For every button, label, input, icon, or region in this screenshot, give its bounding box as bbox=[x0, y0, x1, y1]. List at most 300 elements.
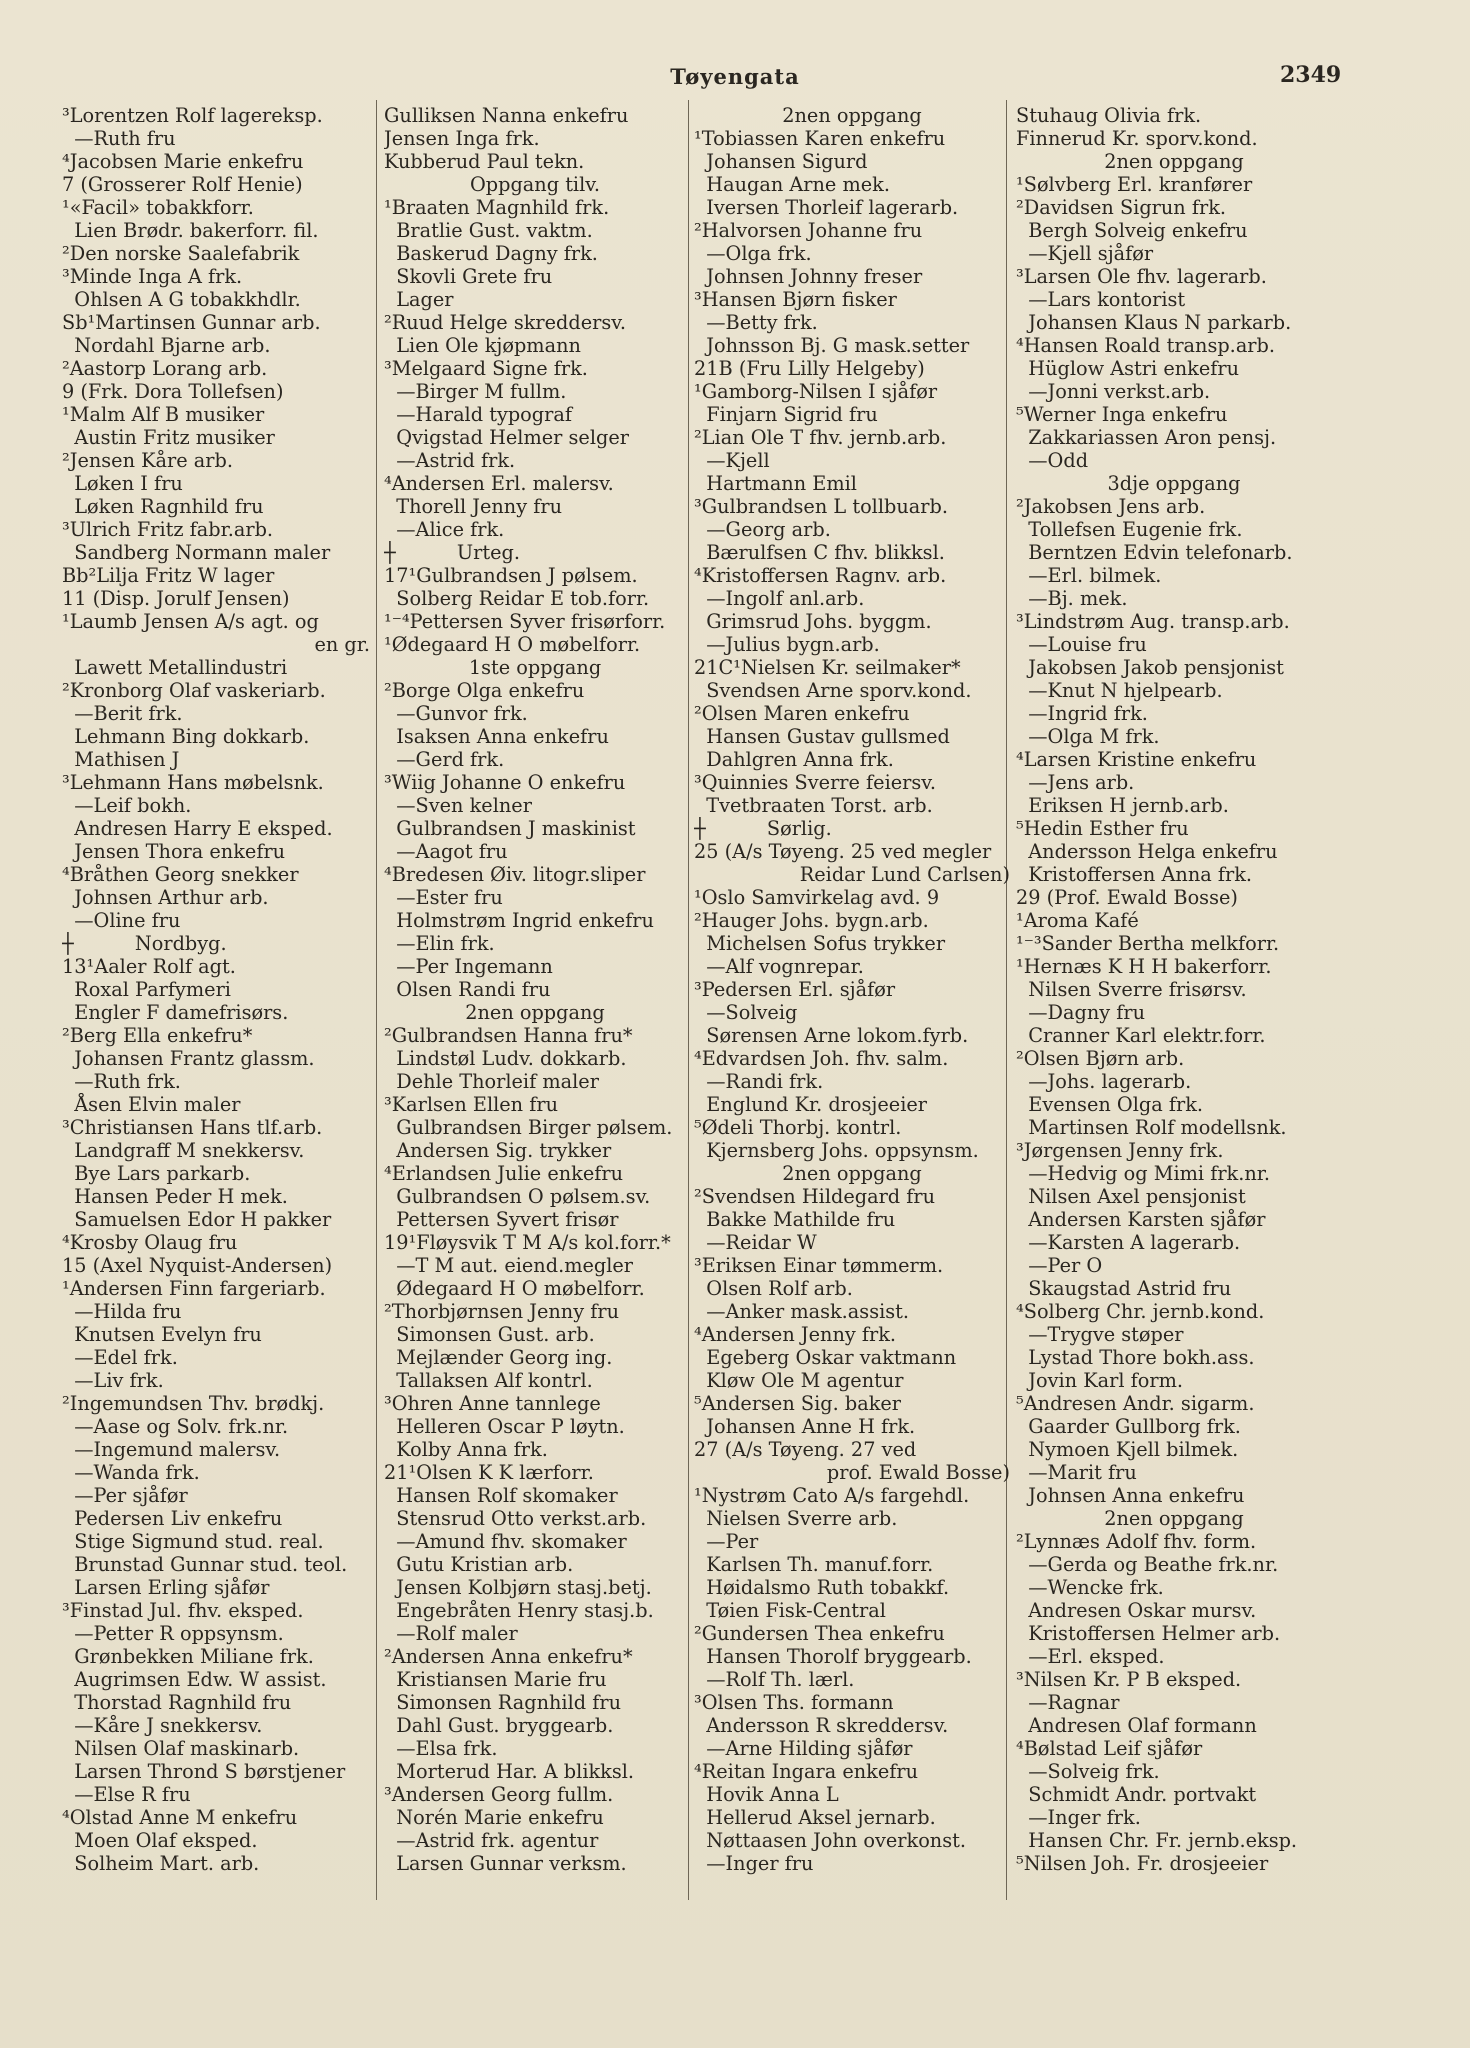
directory-entry: Andersson R skreddersv. bbox=[694, 1714, 949, 1737]
directory-entry: ¹«Facil» tobakkforr. bbox=[62, 196, 254, 219]
directory-entry: —Gerda og Beathe frk.nr. bbox=[1016, 1553, 1279, 1576]
directory-entry: Skovli Grete fru bbox=[384, 265, 553, 288]
directory-entry: Bærulfsen C fhv. blikksl. bbox=[694, 541, 945, 564]
directory-entry: —Lars kontorist bbox=[1016, 288, 1186, 311]
directory-column-4 bbox=[1016, 104, 1332, 2004]
directory-entry: —Per bbox=[694, 1530, 759, 1553]
directory-entry: —Georg arb. bbox=[694, 518, 831, 541]
directory-entry: —Louise fru bbox=[1016, 633, 1147, 656]
directory-entry: Jensen Kolbjørn stasj.betj. bbox=[384, 1576, 652, 1599]
directory-entry: ⁴Bråthen Georg snekker bbox=[62, 863, 299, 886]
directory-entry: —Aagot fru bbox=[384, 840, 508, 863]
directory-entry: ²Ingemundsen Thv. brødkj. bbox=[62, 1392, 325, 1415]
directory-entry: Morterud Har. A blikksl. bbox=[384, 1760, 635, 1783]
directory-entry: Hovik Anna L bbox=[694, 1783, 839, 1806]
directory-entry: 2nen oppgang bbox=[1104, 1507, 1244, 1530]
directory-entry: ³Pedersen Erl. sjåfør bbox=[694, 978, 896, 1001]
page-number: 2349 bbox=[1280, 62, 1342, 88]
column-divider bbox=[688, 100, 689, 1900]
directory-entry: ¹Andersen Finn fargeriarb. bbox=[62, 1277, 326, 1300]
directory-entry: Engebråten Henry stasj.b. bbox=[384, 1599, 654, 1622]
directory-entry: Nøttaasen John overkonst. bbox=[694, 1829, 966, 1852]
directory-entry: ³Quinnies Sverre feiersv. bbox=[694, 771, 937, 794]
directory-entry: —Inger frk. bbox=[1016, 1806, 1141, 1829]
directory-entry: ⁴Reitan Ingara enkefru bbox=[694, 1760, 919, 1783]
directory-entry: 21C¹Nielsen Kr. seilmaker* bbox=[694, 656, 961, 679]
directory-entry: ⁵Andresen Andr. sigarm. bbox=[1016, 1392, 1255, 1415]
directory-entry: ³Hansen Bjørn fisker bbox=[694, 288, 897, 311]
directory-entry: Haugan Arne mek. bbox=[694, 173, 890, 196]
directory-entry: 29 (Prof. Ewald Bosse) bbox=[1016, 886, 1238, 909]
directory-entry: ²Lynnæs Adolf fhv. form. bbox=[1016, 1530, 1257, 1553]
directory-entry: ³Lorentzen Rolf lagereksp. bbox=[62, 104, 323, 127]
directory-entry: ²Lian Ole T fhv. jernb.arb. bbox=[694, 426, 947, 449]
directory-entry: Hansen Peder H mek. bbox=[62, 1185, 288, 1208]
directory-entry: —Jens arb. bbox=[1016, 771, 1135, 794]
directory-entry: —Kjell bbox=[694, 449, 770, 472]
directory-entry: —Rolf maler bbox=[384, 1622, 518, 1645]
directory-entry: ¹Hernæs K H H bakerforr. bbox=[1016, 955, 1272, 978]
directory-entry: ¹Gamborg-Nilsen I sjåfør bbox=[694, 380, 938, 403]
directory-entry: Nordahl Bjarne arb. bbox=[62, 334, 271, 357]
column-divider bbox=[376, 100, 377, 1900]
directory-entry: 2nen oppgang bbox=[782, 1162, 922, 1185]
directory-entry: Finjarn Sigrid fru bbox=[694, 403, 878, 426]
directory-entry: —Karsten A lagerarb. bbox=[1016, 1231, 1241, 1254]
directory-entry: ¹Oslo Samvirkelag avd. 9 bbox=[694, 886, 940, 909]
directory-entry: Pedersen Liv enkefru bbox=[62, 1507, 283, 1530]
directory-entry: ┼ Nordbyg. bbox=[62, 932, 227, 955]
directory-entry: Gutu Kristian arb. bbox=[384, 1553, 574, 1576]
directory-entry: ³Christiansen Hans tlf.arb. bbox=[62, 1116, 323, 1139]
directory-entry: —Solveig frk. bbox=[1016, 1760, 1160, 1783]
directory-entry: —Ruth fru bbox=[62, 127, 176, 150]
directory-entry: Augrimsen Edw. W assist. bbox=[62, 1668, 327, 1691]
directory-entry: Norén Marie enkefru bbox=[384, 1806, 604, 1829]
directory-entry: Hansen Thorolf bryggearb. bbox=[694, 1645, 972, 1668]
directory-entry: ²Thorbjørnsen Jenny fru bbox=[384, 1300, 620, 1323]
directory-entry: ¹Tobiassen Karen enkefru bbox=[694, 127, 946, 150]
directory-entry: —Betty frk. bbox=[694, 311, 818, 334]
directory-entry: —Ingrid frk. bbox=[1016, 702, 1148, 725]
directory-entry: Hansen Gustav gullsmed bbox=[694, 725, 950, 748]
directory-entry: Stensrud Otto verkst.arb. bbox=[384, 1507, 647, 1530]
directory-entry: —Elsa frk. bbox=[384, 1737, 498, 1760]
directory-entry: Andresen Olaf formann bbox=[1016, 1714, 1257, 1737]
directory-entry: Svendsen Arne sporv.kond. bbox=[694, 679, 972, 702]
directory-entry: Brunstad Gunnar stud. teol. bbox=[62, 1553, 348, 1576]
directory-entry: —Olga frk. bbox=[694, 242, 812, 265]
directory-entry: —Dagny fru bbox=[1016, 1001, 1146, 1024]
directory-entry: —Wencke frk. bbox=[1016, 1576, 1164, 1599]
directory-entry: —Leif bokh. bbox=[62, 794, 192, 817]
directory-entry: ³Jørgensen Jenny frk. bbox=[1016, 1139, 1224, 1162]
directory-entry: 7 (Grosserer Rolf Henie) bbox=[62, 173, 303, 196]
directory-entry: ⁵Ødeli Thorbj. kontrl. bbox=[694, 1116, 902, 1139]
directory-entry: Roxal Parfymeri bbox=[62, 978, 231, 1001]
directory-entry: Schmidt Andr. portvakt bbox=[1016, 1783, 1257, 1806]
directory-entry: Johansen Klaus N parkarb. bbox=[1016, 311, 1292, 334]
directory-entry: —Solveig bbox=[694, 1001, 798, 1024]
directory-entry: Olsen Randi fru bbox=[384, 978, 551, 1001]
directory-entry: —Per O bbox=[1016, 1254, 1103, 1277]
directory-entry: Bratlie Gust. vaktm. bbox=[384, 219, 593, 242]
directory-entry: Nielsen Sverre arb. bbox=[694, 1507, 898, 1530]
directory-entry: —Gerd frk. bbox=[384, 748, 505, 771]
directory-entry: 2nen oppgang bbox=[1104, 150, 1244, 173]
directory-entry: Lien Ole kjøpmann bbox=[384, 334, 581, 357]
directory-entry: Bergh Solveig enkefru bbox=[1016, 219, 1248, 242]
directory-entry: Engler F damefrisørs. bbox=[62, 1001, 289, 1024]
directory-entry: —Hilda fru bbox=[62, 1300, 182, 1323]
directory-entry: —Ragnar bbox=[1016, 1691, 1120, 1714]
directory-entry: Jensen Thora enkefru bbox=[62, 840, 286, 863]
directory-entry: —Knut N hjelpearb. bbox=[1016, 679, 1223, 702]
directory-entry: Grimsrud Johs. byggm. bbox=[694, 610, 932, 633]
directory-entry: Mejlænder Georg ing. bbox=[384, 1346, 613, 1369]
directory-entry: Baskerud Dagny frk. bbox=[384, 242, 598, 265]
directory-entry: Lystad Thore bokh.ass. bbox=[1016, 1346, 1255, 1369]
directory-entry: Landgraff M snekkersv. bbox=[62, 1139, 305, 1162]
directory-entry: Egeberg Oskar vaktmann bbox=[694, 1346, 957, 1369]
directory-entry: Hartmann Emil bbox=[694, 472, 857, 495]
directory-entry: —Ester fru bbox=[384, 886, 503, 909]
directory-entry: ²Andersen Anna enkefru* bbox=[384, 1645, 633, 1668]
directory-entry: —Randi frk. bbox=[694, 1070, 824, 1093]
directory-entry: —Kåre J snekkersv. bbox=[62, 1714, 263, 1737]
directory-entry: Nilsen Axel pensjonist bbox=[1016, 1185, 1246, 1208]
directory-entry: —Ruth frk. bbox=[62, 1070, 181, 1093]
directory-entry: Finnerud Kr. sporv.kond. bbox=[1016, 127, 1258, 150]
directory-entry: Kristoffersen Helmer arb. bbox=[1016, 1622, 1281, 1645]
directory-entry: Ødegaard H O møbelforr. bbox=[384, 1277, 645, 1300]
directory-entry: —Alf vognrepar. bbox=[694, 955, 864, 978]
directory-entry: Sb¹Martinsen Gunnar arb. bbox=[62, 311, 321, 334]
directory-entry: —Erl. eksped. bbox=[1016, 1645, 1165, 1668]
directory-entry: —Julius bygn.arb. bbox=[694, 633, 880, 656]
directory-entry: Gulliksen Nanna enkefru bbox=[384, 104, 629, 127]
directory-entry: Berntzen Edvin telefonarb. bbox=[1016, 541, 1293, 564]
directory-entry: ⁵Werner Inga enkefru bbox=[1016, 403, 1228, 426]
street-title: Tøyengata bbox=[670, 64, 800, 89]
directory-entry: —Jonni verkst.arb. bbox=[1016, 380, 1211, 403]
directory-entry: Kristoffersen Anna frk. bbox=[1016, 863, 1253, 886]
directory-entry: Stige Sigmund stud. real. bbox=[62, 1530, 324, 1553]
directory-entry: ⁵Andersen Sig. baker bbox=[694, 1392, 902, 1415]
directory-entry: Gulbrandsen J maskinist bbox=[384, 817, 636, 840]
directory-entry: —Astrid frk. agentur bbox=[384, 1829, 599, 1852]
directory-entry: —Bj. mek. bbox=[1016, 587, 1128, 610]
directory-entry: ⁴Solberg Chr. jernb.kond. bbox=[1016, 1300, 1265, 1323]
directory-entry: 27 (A/s Tøyeng. 27 ved bbox=[694, 1438, 917, 1461]
directory-entry: Johnsson Bj. G mask.setter bbox=[694, 334, 970, 357]
directory-entry: Eriksen H jernb.arb. bbox=[1016, 794, 1229, 817]
directory-entry: —Arne Hilding sjåfør bbox=[694, 1737, 913, 1760]
directory-entry: Larsen Gunnar verksm. bbox=[384, 1852, 627, 1875]
directory-entry: —Odd bbox=[1016, 449, 1089, 472]
directory-entry: —T M aut. eiend.megler bbox=[384, 1254, 634, 1277]
directory-entry: ²Svendsen Hildegard fru bbox=[694, 1185, 936, 1208]
directory-entry: ⁴Andersen Erl. malersv. bbox=[384, 472, 614, 495]
directory-entry: Johnsen Johnny freser bbox=[694, 265, 923, 288]
directory-entry: Olsen Rolf arb. bbox=[694, 1277, 853, 1300]
directory-entry: —Inger fru bbox=[694, 1852, 814, 1875]
directory-entry: ┼ Sørlig. bbox=[694, 817, 832, 840]
directory-entry: ¹Braaten Magnhild frk. bbox=[384, 196, 610, 219]
directory-entry: ⁴Kristoffersen Ragnv. arb. bbox=[694, 564, 947, 587]
directory-entry: ²Gulbrandsen Hanna fru* bbox=[384, 1024, 633, 1047]
directory-entry: ⁵Hedin Esther fru bbox=[1016, 817, 1189, 840]
directory-entry: ²Hauger Johs. bygn.arb. bbox=[694, 909, 929, 932]
directory-entry: Jensen Inga frk. bbox=[384, 127, 540, 150]
directory-entry: ⁴Krosby Olaug fru bbox=[62, 1231, 238, 1254]
directory-entry: ²Borge Olga enkefru bbox=[384, 679, 585, 702]
directory-entry: ³Lindstrøm Aug. transp.arb. bbox=[1016, 610, 1290, 633]
directory-entry: —Trygve støper bbox=[1016, 1323, 1184, 1346]
directory-entry: Jovin Karl form. bbox=[1016, 1369, 1183, 1392]
directory-entry: ³Nilsen Kr. P B eksped. bbox=[1016, 1668, 1242, 1691]
directory-entry: ²Olsen Maren enkefru bbox=[694, 702, 910, 725]
directory-entry: ³Melgaard Signe frk. bbox=[384, 357, 588, 380]
directory-entry: ²Berg Ella enkefru* bbox=[62, 1024, 253, 1047]
directory-entry: —Alice frk. bbox=[384, 518, 505, 541]
directory-entry: Hüglow Astri enkefru bbox=[1016, 357, 1240, 380]
directory-entry: ⁴Andersen Jenny frk. bbox=[694, 1323, 897, 1346]
directory-entry: 21¹Olsen K K lærforr. bbox=[384, 1461, 594, 1484]
directory-entry: Grønbekken Miliane frk. bbox=[62, 1645, 314, 1668]
directory-entry: ⁴Bølstad Leif sjåfør bbox=[1016, 1737, 1203, 1760]
directory-entry: Åsen Elvin maler bbox=[62, 1093, 241, 1116]
directory-entry: ²Davidsen Sigrun frk. bbox=[1016, 196, 1227, 219]
directory-entry: Bakke Mathilde fru bbox=[694, 1208, 896, 1231]
directory-entry: 11 (Disp. Jorulf Jensen) bbox=[62, 587, 290, 610]
directory-entry: Zakkariassen Aron pensj. bbox=[1016, 426, 1277, 449]
directory-entry: Evensen Olga frk. bbox=[1016, 1093, 1204, 1116]
directory-entry: —Olga M frk. bbox=[1016, 725, 1160, 748]
directory-entry: ²Jensen Kåre arb. bbox=[62, 449, 233, 472]
directory-entry: ³Finstad Jul. fhv. eksped. bbox=[62, 1599, 304, 1622]
directory-entry: Helleren Oscar P løytn. bbox=[384, 1415, 625, 1438]
directory-entry: —Hedvig og Mimi frk.nr. bbox=[1016, 1162, 1271, 1185]
directory-entry: —Birger M fullm. bbox=[384, 380, 567, 403]
directory-entry: Johansen Frantz glassm. bbox=[62, 1047, 315, 1070]
directory-entry: —Oline fru bbox=[62, 909, 181, 932]
directory-entry: Kristiansen Marie fru bbox=[384, 1668, 607, 1691]
directory-entry: Qvigstad Helmer selger bbox=[384, 426, 629, 449]
directory-entry: Lehmann Bing dokkarb. bbox=[62, 725, 310, 748]
directory-entry: —Johs. lagerarb. bbox=[1016, 1070, 1192, 1093]
directory-entry: ³Lehmann Hans møbelsnk. bbox=[62, 771, 324, 794]
directory-entry: —Kjell sjåfør bbox=[1016, 242, 1154, 265]
directory-entry: Lager bbox=[384, 288, 454, 311]
directory-entry: Løken Ragnhild fru bbox=[62, 495, 264, 518]
directory-entry: Oppgang tilv. bbox=[469, 173, 601, 196]
directory-entry: Ohlsen A G tobakkhdlr. bbox=[62, 288, 301, 311]
directory-entry: Thorell Jenny fru bbox=[384, 495, 563, 518]
directory-entry: Austin Fritz musiker bbox=[62, 426, 275, 449]
directory-entry: ²Ruud Helge skreddersv. bbox=[384, 311, 626, 334]
directory-entry: 13¹Aaler Rolf agt. bbox=[62, 955, 236, 978]
directory-entry: —Aase og Solv. frk.nr. bbox=[62, 1415, 289, 1438]
directory-entry: ²Gundersen Thea enkefru bbox=[694, 1622, 945, 1645]
directory-entry: 9 (Frk. Dora Tollefsen) bbox=[62, 380, 284, 403]
directory-entry: —Rolf Th. lærl. bbox=[694, 1668, 855, 1691]
directory-entry: Cranner Karl elektr.forr. bbox=[1016, 1024, 1266, 1047]
directory-entry: Larsen Thrond S børstjener bbox=[62, 1760, 346, 1783]
directory-entry: 17¹Gulbrandsen J pølsem. bbox=[384, 564, 638, 587]
directory-entry: 15 (Axel Nyquist-Andersen) bbox=[62, 1254, 333, 1277]
directory-entry: —Wanda frk. bbox=[62, 1461, 200, 1484]
directory-entry: Bye Lars parkarb. bbox=[62, 1162, 251, 1185]
directory-entry: —Anker mask.assist. bbox=[694, 1300, 910, 1323]
directory-entry: Skaugstad Astrid fru bbox=[1016, 1277, 1232, 1300]
directory-entry: —Erl. bilmek. bbox=[1016, 564, 1162, 587]
directory-entry: ⁴Erlandsen Julie enkefru bbox=[384, 1162, 624, 1185]
directory-entry: —Amund fhv. skomaker bbox=[384, 1530, 627, 1553]
directory-entry: Høidalsmo Ruth tobakkf. bbox=[694, 1576, 950, 1599]
directory-entry: ³Andersen Georg fullm. bbox=[384, 1783, 614, 1806]
directory-entry: Lindstøl Ludv. dokkarb. bbox=[384, 1047, 627, 1070]
directory-entry: —Petter R oppsynsm. bbox=[62, 1622, 284, 1645]
directory-entry: ³Larsen Ole fhv. lagerarb. bbox=[1016, 265, 1267, 288]
directory-entry: Hansen Chr. Fr. jernb.eksp. bbox=[1016, 1829, 1298, 1852]
directory-entry: Jakobsen Jakob pensjonist bbox=[1016, 656, 1284, 679]
directory-entry: Tvetbraaten Torst. arb. bbox=[694, 794, 933, 817]
directory-entry: Solberg Reidar E tob.forr. bbox=[384, 587, 650, 610]
directory-entry: Larsen Erling sjåfør bbox=[62, 1576, 270, 1599]
directory-entry: —Sven kelner bbox=[384, 794, 532, 817]
directory-entry: 21B (Fru Lilly Helgeby) bbox=[694, 357, 925, 380]
directory-entry: Lien Brødr. bakerforr. fil. bbox=[62, 219, 319, 242]
directory-entry: ¹Sølvberg Erl. kranfører bbox=[1016, 173, 1253, 196]
directory-entry: 2nen oppgang bbox=[465, 1001, 605, 1024]
directory-entry: ²Jakobsen Jens arb. bbox=[1016, 495, 1206, 518]
directory-entry: ⁴Hansen Roald transp.arb. bbox=[1016, 334, 1275, 357]
directory-entry: Gulbrandsen O pølsem.sv. bbox=[384, 1185, 651, 1208]
directory-entry: ²Den norske Saalefabrik bbox=[62, 242, 300, 265]
directory-entry: —Gunvor frk. bbox=[384, 702, 528, 725]
directory-entry: —Per sjåfør bbox=[62, 1484, 188, 1507]
directory-entry: Holmstrøm Ingrid enkefru bbox=[384, 909, 654, 932]
directory-entry: Karlsen Th. manuf.forr. bbox=[694, 1553, 934, 1576]
directory-entry: —Per Ingemann bbox=[384, 955, 553, 978]
directory-entry: Kløw Ole M agentur bbox=[694, 1369, 904, 1392]
directory-entry: Andresen Harry E eksped. bbox=[62, 817, 333, 840]
directory-entry: Nilsen Sverre frisørsv. bbox=[1016, 978, 1247, 1001]
directory-entry: Sandberg Normann maler bbox=[62, 541, 331, 564]
directory-entry: Johnsen Arthur arb. bbox=[62, 886, 269, 909]
directory-entry: Tollefsen Eugenie frk. bbox=[1016, 518, 1243, 541]
directory-entry: Johansen Sigurd bbox=[694, 150, 868, 173]
directory-entry: Johansen Anne H frk. bbox=[694, 1415, 916, 1438]
directory-entry: ⁵Nilsen Joh. Fr. drosjeeier bbox=[1016, 1852, 1269, 1875]
directory-entry: —Edel frk. bbox=[62, 1346, 178, 1369]
directory-column-1 bbox=[62, 104, 370, 2004]
directory-entry: ²Olsen Bjørn arb. bbox=[1016, 1047, 1185, 1070]
directory-entry: ⁴Bredesen Øiv. litogr.sliper bbox=[384, 863, 646, 886]
directory-entry: Løken I fru bbox=[62, 472, 183, 495]
directory-entry: ³Ohren Anne tannlege bbox=[384, 1392, 601, 1415]
directory-entry: —Elin frk. bbox=[384, 932, 495, 955]
directory-entry: —Berit frk. bbox=[62, 702, 183, 725]
directory-entry: —Liv frk. bbox=[62, 1369, 164, 1392]
directory-entry: 1ste oppgang bbox=[468, 656, 602, 679]
directory-entry: ┼ Urteg. bbox=[384, 541, 520, 564]
directory-entry: ¹⁻⁴Pettersen Syver frisørforr. bbox=[384, 610, 666, 633]
directory-entry: Thorstad Ragnhild fru bbox=[62, 1691, 292, 1714]
directory-entry: Mathisen J bbox=[62, 748, 180, 771]
directory-entry: Isaksen Anna enkefru bbox=[384, 725, 609, 748]
directory-entry: ⁴Edvardsen Joh. fhv. salm. bbox=[694, 1047, 949, 1070]
directory-entry: Kolby Anna frk. bbox=[384, 1438, 548, 1461]
directory-entry: Moen Olaf eksped. bbox=[62, 1829, 258, 1852]
directory-entry: Kubberud Paul tekn. bbox=[384, 150, 585, 173]
directory-entry: ³Wiig Johanne O enkefru bbox=[384, 771, 626, 794]
directory-entry: ³Olsen Ths. formann bbox=[694, 1691, 894, 1714]
directory-entry: Michelsen Sofus trykker bbox=[694, 932, 946, 955]
directory-entry: Samuelsen Edor H pakker bbox=[62, 1208, 332, 1231]
directory-entry: —Ingolf anl.arb. bbox=[694, 587, 865, 610]
directory-entry: ¹Laumb Jensen A/s agt. og bbox=[62, 610, 319, 633]
directory-entry: 3dje oppgang bbox=[1107, 472, 1241, 495]
directory-entry: —Reidar W bbox=[694, 1231, 817, 1254]
directory-entry: Bb²Lilja Fritz W lager bbox=[62, 564, 275, 587]
directory-entry: Simonsen Gust. arb. bbox=[384, 1323, 595, 1346]
directory-column-3 bbox=[694, 104, 1010, 2004]
directory-entry: ³Karlsen Ellen fru bbox=[384, 1093, 559, 1116]
directory-entry: Kjernsberg Johs. oppsynsm. bbox=[694, 1139, 979, 1162]
directory-entry: Reidar Lund Carlsen) bbox=[799, 863, 1010, 886]
directory-entry: ³Eriksen Einar tømmerm. bbox=[694, 1254, 944, 1277]
directory-entry: 2nen oppgang bbox=[782, 104, 922, 127]
directory-entry: ¹Aroma Kafé bbox=[1016, 909, 1139, 932]
directory-entry: Martinsen Rolf modellsnk. bbox=[1016, 1116, 1287, 1139]
directory-entry: Gulbrandsen Birger pølsem. bbox=[384, 1116, 673, 1139]
directory-entry: Andersson Helga enkefru bbox=[1016, 840, 1278, 863]
directory-entry: Hellerud Aksel jernarb. bbox=[694, 1806, 936, 1829]
directory-entry: Andresen Oskar mursv. bbox=[1016, 1599, 1257, 1622]
directory-entry: Dahl Gust. bryggearb. bbox=[384, 1714, 614, 1737]
directory-entry: ¹⁻³Sander Bertha melkforr. bbox=[1016, 932, 1280, 955]
directory-entry: Tøien Fisk-Central bbox=[694, 1599, 886, 1622]
directory-entry: Englund Kr. drosjeeier bbox=[694, 1093, 927, 1116]
directory-entry: Nymoen Kjell bilmek. bbox=[1016, 1438, 1239, 1461]
directory-entry: Stuhaug Olivia frk. bbox=[1016, 104, 1202, 127]
directory-entry: ²Kronborg Olaf vaskeriarb. bbox=[62, 679, 326, 702]
directory-entry: ³Ulrich Fritz fabr.arb. bbox=[62, 518, 274, 541]
directory-entry: Tallaksen Alf kontrl. bbox=[384, 1369, 593, 1392]
directory-entry: —Else R fru bbox=[62, 1783, 191, 1806]
directory-entry: Andersen Karsten sjåfør bbox=[1016, 1208, 1266, 1231]
directory-entry: Johnsen Anna enkefru bbox=[1016, 1484, 1245, 1507]
directory-entry: ¹Ødegaard H O møbelforr. bbox=[384, 633, 641, 656]
directory-entry: 25 (A/s Tøyeng. 25 ved megler bbox=[694, 840, 992, 863]
directory-entry: Simonsen Ragnhild fru bbox=[384, 1691, 622, 1714]
directory-entry: ¹Malm Alf B musiker bbox=[62, 403, 265, 426]
directory-entry: ⁴Jacobsen Marie enkefru bbox=[62, 150, 304, 173]
directory-entry: Gaarder Gullborg frk. bbox=[1016, 1415, 1241, 1438]
directory-entry: Nilsen Olaf maskinarb. bbox=[62, 1737, 300, 1760]
directory-entry: Sørensen Arne lokom.fyrb. bbox=[694, 1024, 969, 1047]
directory-entry: 19¹Fløysvik T M A/s kol.forr.* bbox=[384, 1231, 671, 1254]
directory-entry: Andersen Sig. trykker bbox=[384, 1139, 612, 1162]
directory-entry: —Harald typograf bbox=[384, 403, 572, 426]
directory-entry: Hansen Rolf skomaker bbox=[384, 1484, 618, 1507]
directory-entry: Pettersen Syvert frisør bbox=[384, 1208, 619, 1231]
directory-entry: ³Minde Inga A frk. bbox=[62, 265, 243, 288]
directory-entry: Lawett Metallindustri bbox=[62, 656, 288, 679]
directory-entry: Solheim Mart. arb. bbox=[62, 1852, 260, 1875]
